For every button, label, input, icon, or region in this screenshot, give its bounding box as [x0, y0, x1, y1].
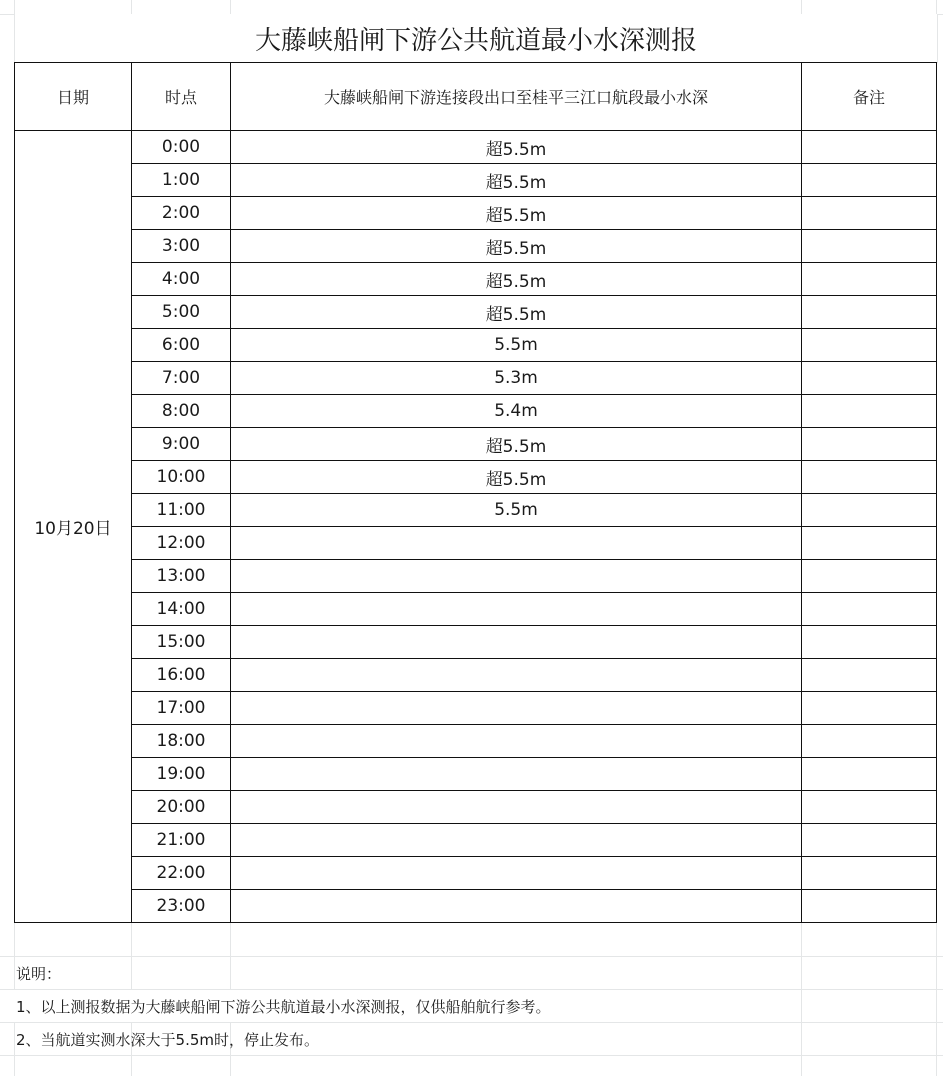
- time-cell[interactable]: 1:00: [132, 164, 231, 197]
- time-cell[interactable]: 21:00: [132, 824, 231, 857]
- remark-cell[interactable]: [802, 263, 937, 296]
- table-row: [15, 362, 937, 395]
- table-row: [15, 560, 937, 593]
- table-row: [15, 659, 937, 692]
- depth-cell[interactable]: 超5.5m: [231, 131, 802, 164]
- table-row: [15, 263, 937, 296]
- remark-cell[interactable]: [802, 593, 937, 626]
- depth-report-table: [14, 62, 937, 923]
- time-cell[interactable]: 6:00: [132, 329, 231, 362]
- remark-cell[interactable]: [802, 626, 937, 659]
- depth-cell[interactable]: [231, 593, 802, 626]
- header-row: [15, 63, 937, 131]
- remark-cell[interactable]: [802, 890, 937, 923]
- table-row: [15, 725, 937, 758]
- depth-cell[interactable]: 超5.5m: [231, 263, 802, 296]
- depth-cell[interactable]: 超5.5m: [231, 197, 802, 230]
- table-row: [15, 197, 937, 230]
- depth-cell[interactable]: [231, 758, 802, 791]
- remark-cell[interactable]: [802, 197, 937, 230]
- remark-cell[interactable]: [802, 164, 937, 197]
- table-row: [15, 626, 937, 659]
- time-cell[interactable]: 0:00: [132, 131, 231, 164]
- table-row: [15, 593, 937, 626]
- time-cell[interactable]: 7:00: [132, 362, 231, 395]
- time-cell[interactable]: 18:00: [132, 725, 231, 758]
- remark-cell[interactable]: [802, 857, 937, 890]
- gridline: [0, 1022, 943, 1023]
- depth-cell[interactable]: [231, 527, 802, 560]
- depth-cell[interactable]: [231, 824, 802, 857]
- time-cell[interactable]: 16:00: [132, 659, 231, 692]
- remark-cell[interactable]: [802, 296, 937, 329]
- remark-cell[interactable]: [802, 230, 937, 263]
- table-row: [15, 296, 937, 329]
- depth-cell[interactable]: [231, 857, 802, 890]
- time-cell[interactable]: 11:00: [132, 494, 231, 527]
- remark-cell[interactable]: [802, 527, 937, 560]
- remark-cell[interactable]: [802, 494, 937, 527]
- remark-cell[interactable]: [802, 131, 937, 164]
- time-cell[interactable]: 17:00: [132, 692, 231, 725]
- header-date[interactable]: 日期: [15, 63, 132, 131]
- table-row: [15, 758, 937, 791]
- time-cell[interactable]: 22:00: [132, 857, 231, 890]
- date-cell[interactable]: 10月20日: [15, 131, 132, 923]
- time-cell[interactable]: 20:00: [132, 791, 231, 824]
- table-row: [15, 824, 937, 857]
- header-time[interactable]: 时点: [132, 63, 231, 131]
- depth-cell[interactable]: 5.4m: [231, 395, 802, 428]
- table-row: [15, 461, 937, 494]
- table-row: [15, 527, 937, 560]
- time-cell[interactable]: 23:00: [132, 890, 231, 923]
- time-cell[interactable]: 19:00: [132, 758, 231, 791]
- remark-cell[interactable]: [802, 461, 937, 494]
- depth-cell[interactable]: [231, 692, 802, 725]
- remark-cell[interactable]: [802, 791, 937, 824]
- remark-cell[interactable]: [802, 692, 937, 725]
- time-cell[interactable]: 14:00: [132, 593, 231, 626]
- time-cell[interactable]: 12:00: [132, 527, 231, 560]
- time-cell[interactable]: 2:00: [132, 197, 231, 230]
- depth-cell[interactable]: 超5.5m: [231, 230, 802, 263]
- remark-cell[interactable]: [802, 329, 937, 362]
- table-row: [15, 329, 937, 362]
- table-row: [15, 131, 937, 164]
- gridline: [0, 956, 943, 957]
- depth-cell[interactable]: 5.5m: [231, 494, 802, 527]
- depth-cell[interactable]: [231, 626, 802, 659]
- table-row: [15, 395, 937, 428]
- header-depth[interactable]: 大藤峡船闸下游连接段出口至桂平三江口航段最小水深: [231, 63, 802, 131]
- notes-heading[interactable]: 说明：: [16, 965, 62, 983]
- time-cell[interactable]: 3:00: [132, 230, 231, 263]
- table-row: [15, 791, 937, 824]
- depth-cell[interactable]: [231, 791, 802, 824]
- note-item-1[interactable]: 1、以上测报数据为大藤峡船闸下游公共航道最小水深测报，仅供船舶航行参考。: [16, 998, 551, 1016]
- time-cell[interactable]: 13:00: [132, 560, 231, 593]
- remark-cell[interactable]: [802, 659, 937, 692]
- remark-cell[interactable]: [802, 758, 937, 791]
- depth-cell[interactable]: [231, 659, 802, 692]
- table-row: [15, 164, 937, 197]
- report-title[interactable]: 大藤峡船闸下游公共航道最小水深测报: [14, 14, 938, 63]
- depth-cell[interactable]: 5.3m: [231, 362, 802, 395]
- depth-cell[interactable]: 超5.5m: [231, 296, 802, 329]
- remark-cell[interactable]: [802, 725, 937, 758]
- depth-cell[interactable]: 5.5m: [231, 329, 802, 362]
- table-row: [15, 857, 937, 890]
- depth-cell[interactable]: [231, 890, 802, 923]
- remark-cell[interactable]: [802, 824, 937, 857]
- header-remark[interactable]: 备注: [802, 63, 937, 131]
- note-item-2[interactable]: 2、当航道实测水深大于5.5m时，停止发布。: [16, 1031, 320, 1049]
- remark-cell[interactable]: [802, 362, 937, 395]
- depth-cell[interactable]: [231, 725, 802, 758]
- table-row: [15, 494, 937, 527]
- time-cell[interactable]: 8:00: [132, 395, 231, 428]
- remark-cell[interactable]: [802, 395, 937, 428]
- depth-cell[interactable]: 超5.5m: [231, 428, 802, 461]
- depth-cell[interactable]: 超5.5m: [231, 461, 802, 494]
- table-row: [15, 692, 937, 725]
- time-cell[interactable]: 15:00: [132, 626, 231, 659]
- time-cell[interactable]: 5:00: [132, 296, 231, 329]
- time-cell[interactable]: 4:00: [132, 263, 231, 296]
- gridline: [0, 1055, 943, 1056]
- remark-cell[interactable]: [802, 428, 937, 461]
- remark-cell[interactable]: [802, 560, 937, 593]
- depth-cell[interactable]: 超5.5m: [231, 164, 802, 197]
- depth-cell[interactable]: [231, 560, 802, 593]
- table-row: [15, 428, 937, 461]
- time-cell[interactable]: 10:00: [132, 461, 231, 494]
- table-row: [15, 230, 937, 263]
- time-cell[interactable]: 9:00: [132, 428, 231, 461]
- table-row: [15, 890, 937, 923]
